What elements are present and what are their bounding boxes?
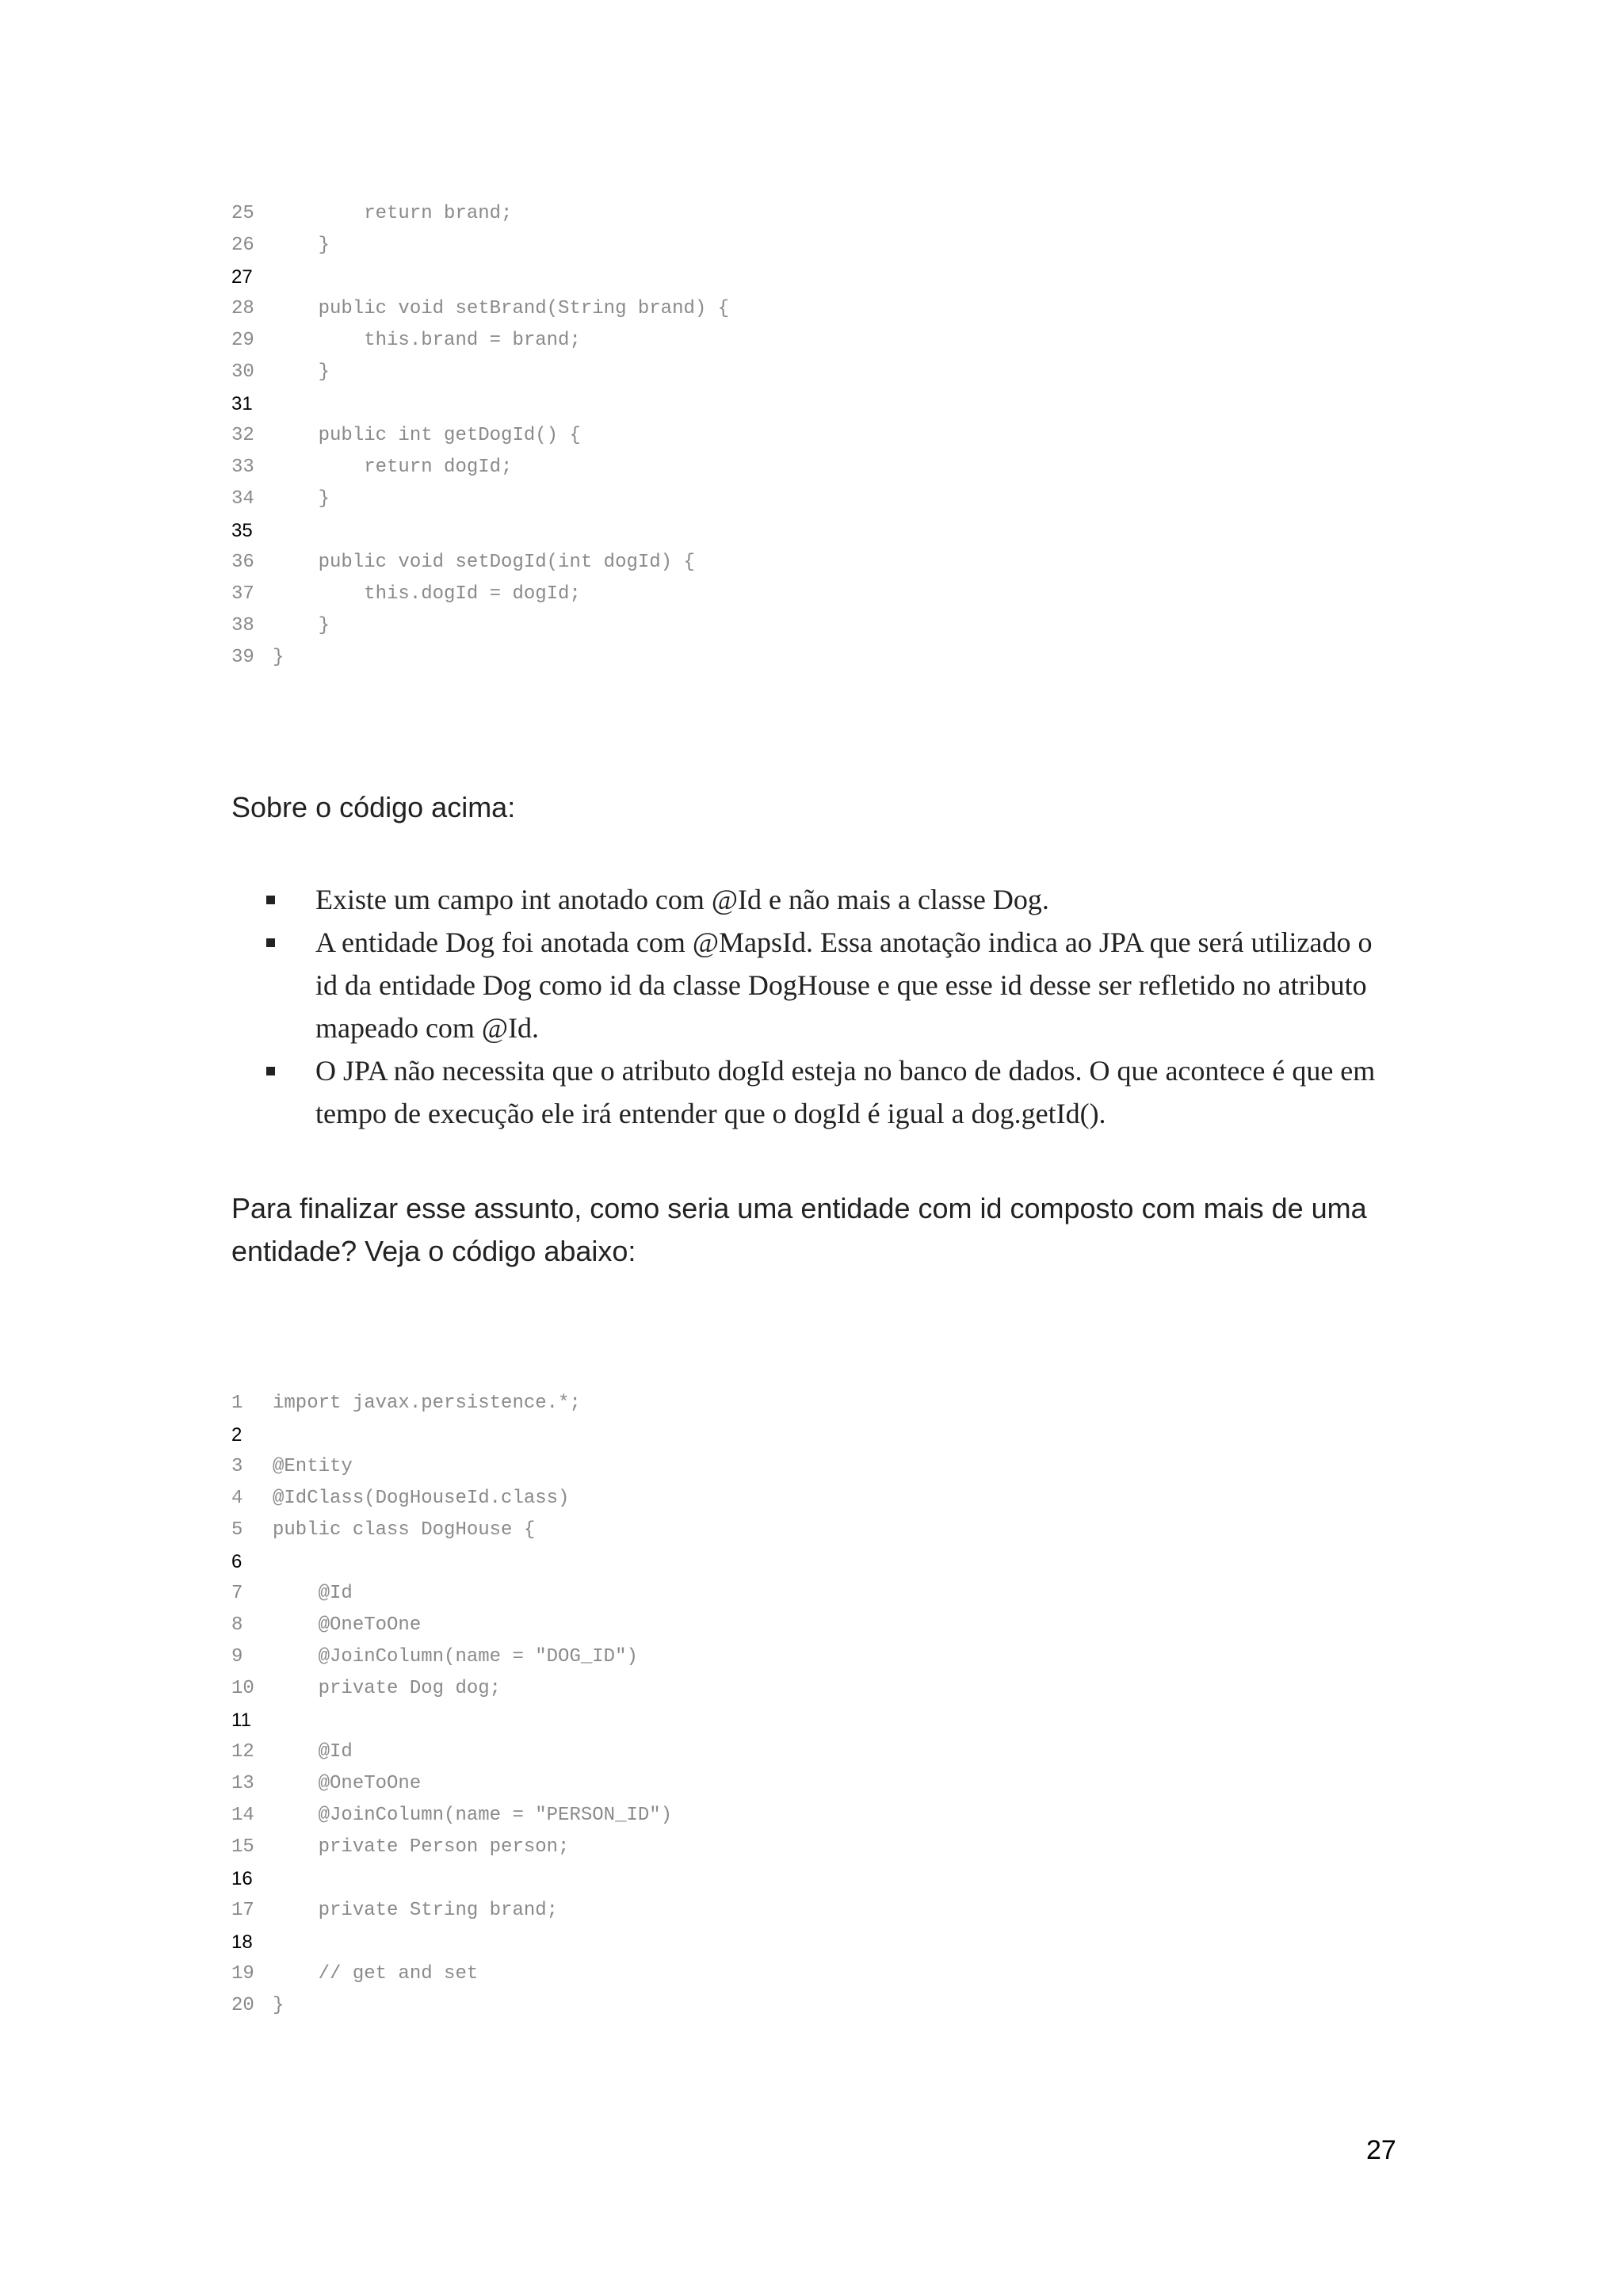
code-text: private String brand; [273, 1900, 559, 1921]
square-bullet-icon [266, 938, 275, 947]
code-line [231, 483, 729, 515]
code-line [231, 515, 729, 547]
line-number: 16 [231, 1868, 253, 1889]
line-number: 6 [231, 1551, 242, 1572]
code-line [231, 357, 729, 388]
code-line [231, 198, 729, 230]
bullet-text: Existe um campo int anotado com @Id e não mais a classe Dog. [315, 884, 1049, 915]
code-line [231, 1705, 672, 1736]
line-number: 33 [231, 457, 254, 478]
code-text: // get and set [273, 1963, 479, 1985]
code-text: } [273, 1995, 285, 2016]
line-number: 34 [231, 488, 254, 510]
code-line [231, 1388, 672, 1419]
line-number: 27 [231, 266, 253, 288]
line-number: 7 [231, 1583, 243, 1604]
code-text: @IdClass(DogHouseId.class) [273, 1488, 570, 1509]
square-bullet-icon [266, 1067, 275, 1075]
line-number: 1 [231, 1392, 243, 1414]
bullet-text: A entidade Dog foi anotada com @MapsId. Essa anotação indica ao JPA que será utilizado o id da entidade Dog como id da classe DogHouse e que esse id desse ser refletido no atributo mapeado com @Id. [315, 926, 1373, 1044]
line-number: 12 [231, 1741, 254, 1763]
code-line [231, 1610, 672, 1641]
page-number: 27 [1366, 2135, 1396, 2165]
code-line [231, 1927, 672, 1958]
code-line [231, 1515, 672, 1546]
code-text: @Id [273, 1583, 353, 1604]
line-number: 13 [231, 1773, 254, 1794]
bullet-item [231, 921, 1396, 1049]
line-number: 4 [231, 1488, 243, 1509]
line-number: 26 [231, 235, 254, 256]
code-text: private Dog dog; [273, 1678, 502, 1699]
code-text: } [273, 647, 285, 668]
code-line [231, 325, 729, 357]
line-number: 37 [231, 583, 254, 605]
line-number: 3 [231, 1456, 243, 1477]
code-line [231, 230, 729, 262]
code-line [231, 1641, 672, 1673]
code-text: return brand; [273, 203, 513, 224]
line-number: 19 [231, 1963, 254, 1985]
code-text: this.dogId = dogId; [273, 583, 581, 605]
code-text: import javax.persistence.*; [273, 1392, 581, 1414]
bullet-text: O JPA não necessita que o atributo dogId esteja no banco de dados. O que acontece é que em tempo de execução ele irá entender que o dogId é igual a dog.getId(). [315, 1055, 1376, 1129]
code-text: } [273, 488, 330, 510]
code-line [231, 1736, 672, 1768]
line-number: 2 [231, 1424, 242, 1446]
code-line [231, 1578, 672, 1610]
code-text: public void setBrand(String brand) { [273, 298, 730, 319]
code-line [231, 1863, 672, 1895]
line-number: 17 [231, 1900, 254, 1921]
code-line [231, 610, 729, 642]
code-line [231, 1451, 672, 1483]
line-number: 38 [231, 615, 254, 636]
line-number: 18 [231, 1931, 253, 1953]
code-text: public int getDogId() { [273, 425, 581, 446]
line-number: 15 [231, 1836, 254, 1858]
explanation-bullet-list [231, 878, 1396, 1135]
line-number: 31 [231, 393, 253, 415]
code-line [231, 262, 729, 293]
code-line [231, 420, 729, 452]
line-number: 9 [231, 1646, 243, 1668]
line-number: 14 [231, 1805, 254, 1826]
code-line [231, 1958, 672, 1990]
about-code-heading: Sobre o código acima: [231, 791, 516, 823]
line-number: 25 [231, 203, 254, 224]
code-line [231, 1800, 672, 1832]
line-number: 20 [231, 1995, 254, 2016]
code-line [231, 642, 729, 674]
code-text: public class DogHouse { [273, 1519, 536, 1541]
code-text: } [273, 615, 330, 636]
code-block-doghouse-class [231, 1388, 672, 2022]
code-line [231, 1546, 672, 1578]
code-text: } [273, 361, 330, 383]
code-text: this.brand = brand; [273, 330, 581, 351]
code-line [231, 1990, 672, 2022]
code-line [231, 579, 729, 610]
code-text: @OneToOne [273, 1773, 422, 1794]
square-bullet-icon [266, 896, 275, 904]
line-number: 39 [231, 647, 254, 668]
line-number: 8 [231, 1614, 243, 1636]
code-line [231, 293, 729, 325]
line-number: 11 [231, 1710, 251, 1731]
code-text: @Entity [273, 1456, 353, 1477]
code-text: @Id [273, 1741, 353, 1763]
code-text: return dogId; [273, 457, 513, 478]
code-text: @OneToOne [273, 1614, 422, 1636]
final-question-paragraph: Para finalizar esse assunto, como seria uma entidade com id composto com mais de uma entidade? Veja o código abaixo: [231, 1192, 1367, 1267]
code-text: public void setDogId(int dogId) { [273, 552, 695, 573]
code-line [231, 1483, 672, 1515]
bullet-item [231, 1049, 1396, 1135]
bullet-item [231, 878, 1396, 921]
line-number: 10 [231, 1678, 254, 1699]
line-number: 36 [231, 552, 254, 573]
code-text: private Person person; [273, 1836, 570, 1858]
line-number: 32 [231, 425, 254, 446]
code-line [231, 547, 729, 579]
code-block-getters-setters [231, 198, 729, 674]
line-number: 5 [231, 1519, 243, 1541]
code-line [231, 1832, 672, 1863]
code-text: @JoinColumn(name = "PERSON_ID") [273, 1805, 673, 1826]
code-line [231, 1673, 672, 1705]
line-number: 35 [231, 520, 253, 541]
code-line [231, 452, 729, 483]
line-number: 30 [231, 361, 254, 383]
code-line [231, 388, 729, 420]
code-line [231, 1768, 672, 1800]
code-text: } [273, 235, 330, 256]
code-line [231, 1895, 672, 1927]
line-number: 28 [231, 298, 254, 319]
line-number: 29 [231, 330, 254, 351]
code-text: @JoinColumn(name = "DOG_ID") [273, 1646, 638, 1668]
code-line [231, 1419, 672, 1451]
